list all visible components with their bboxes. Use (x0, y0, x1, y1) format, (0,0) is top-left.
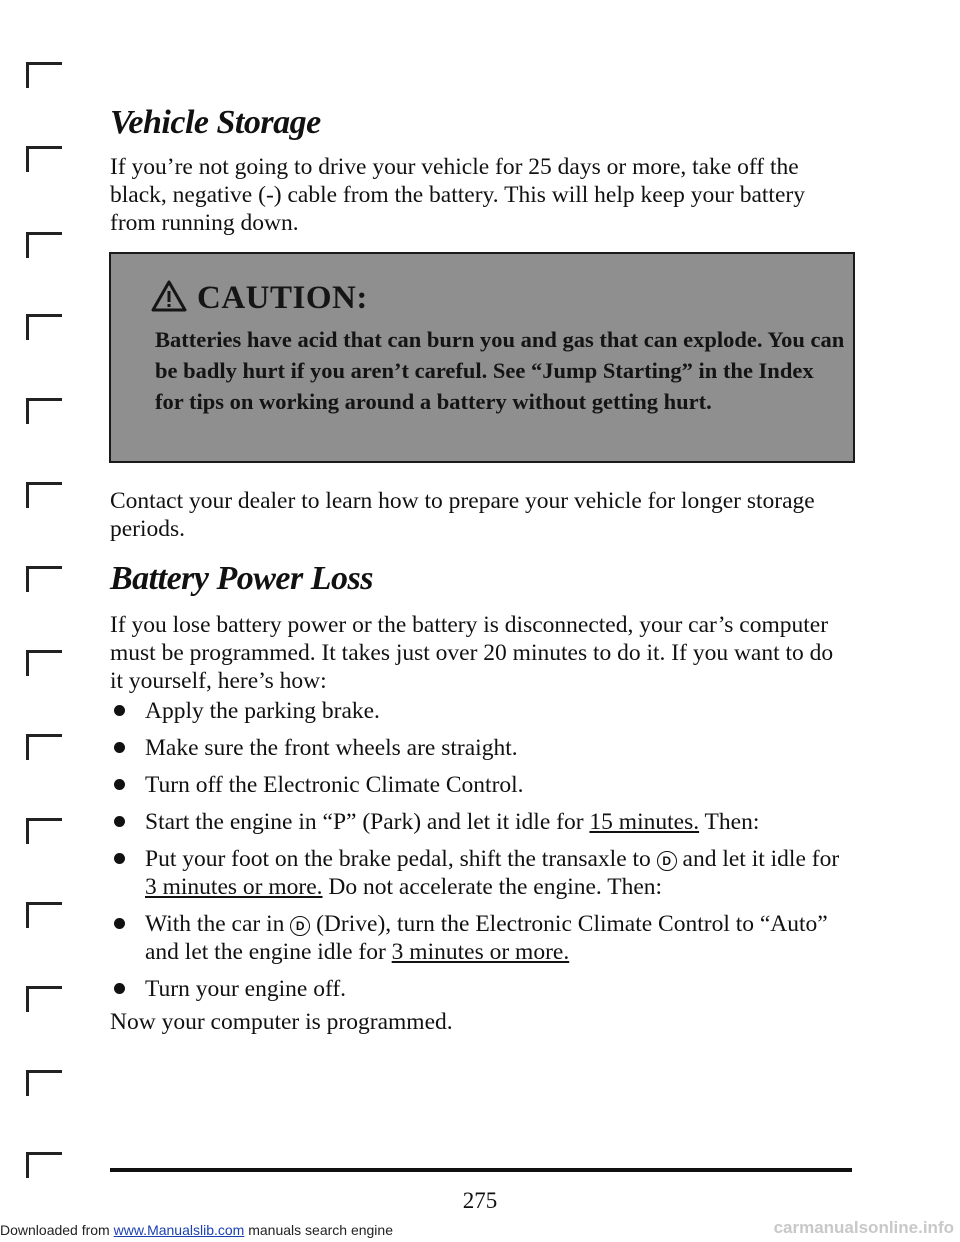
list-item: Start the engine in “P” (Park) and let it idle for 15 minutes. Then: (112, 808, 852, 836)
section-title-battery-power-loss: Battery Power Loss (110, 560, 373, 597)
storage-contact-dealer: Contact your dealer to learn how to prepare your vehicle for longer storage periods. (110, 488, 815, 542)
page-number: 275 (462, 1188, 498, 1213)
binding-mark (26, 62, 66, 92)
warning-triangle-icon (151, 280, 187, 312)
list-item: Put your foot on the brake pedal, shift the transaxle to D and let it idle for 3 minutes or more. Do not accelerate the engine. Then: (112, 845, 852, 901)
caution-text: Batteries have acid that can burn you and gas that can explode. You can be badly hurt if you aren’t careful. See “Jump Starting” in the Index for tips on working around a battery without getting hurt. (155, 327, 845, 414)
footer-rule (110, 1168, 852, 1172)
binding-mark (26, 314, 66, 344)
drive-gear-icon: D (657, 851, 677, 871)
section-title-vehicle-storage: Vehicle Storage (110, 104, 321, 141)
watermark: carmanualsonline.info (773, 1218, 954, 1237)
binding-mark (26, 902, 66, 932)
binding-mark (26, 232, 66, 262)
bullet-icon (114, 853, 125, 864)
vehicle-storage-intro: If you’re not going to drive your vehicle for 25 days or more, take off the black, negative (-) cable from the battery. This will help keep your battery from running down. (110, 154, 805, 236)
binding-mark (26, 146, 66, 176)
binding-mark (26, 398, 66, 428)
caution-box (109, 252, 855, 463)
list-item: Apply the parking brake. (112, 697, 852, 725)
caution-label: CAUTION: (197, 280, 368, 316)
bullet-icon (114, 816, 125, 827)
list-item: Turn off the Electronic Climate Control. (112, 771, 852, 799)
binding-mark (26, 734, 66, 764)
bullet-icon (114, 742, 125, 753)
binding-mark (26, 1070, 66, 1100)
list-item: Make sure the front wheels are straight. (112, 734, 852, 762)
binding-mark (26, 566, 66, 596)
manualslib-link[interactable]: www.Manualslib.com (113, 1222, 245, 1238)
binding-mark (26, 650, 66, 680)
battery-power-loss-outro: Now your computer is programmed. (110, 1009, 453, 1035)
download-footer: Downloaded from www.Manualslib.com manuals search engine (0, 1222, 393, 1238)
steps-list (112, 697, 852, 1012)
binding-mark (26, 818, 66, 848)
binding-mark (26, 482, 66, 512)
bullet-icon (114, 705, 125, 716)
drive-gear-icon: D (290, 916, 310, 936)
caution-heading (151, 280, 368, 317)
bullet-icon (114, 918, 125, 929)
binding-mark (26, 986, 66, 1016)
binding-mark (26, 1152, 66, 1182)
bullet-icon (114, 983, 125, 994)
list-item: With the car in D (Drive), turn the Electronic Climate Control to “Auto” and let the engine idle for 3 minutes or more. (112, 910, 852, 966)
list-item: Turn your engine off. (112, 975, 852, 1003)
bullet-icon (114, 779, 125, 790)
battery-power-loss-intro: If you lose battery power or the battery is disconnected, your car’s computer must be programmed. It takes just over 20 minutes to do it. If you want to do it yourself, here’s how: (110, 612, 834, 694)
